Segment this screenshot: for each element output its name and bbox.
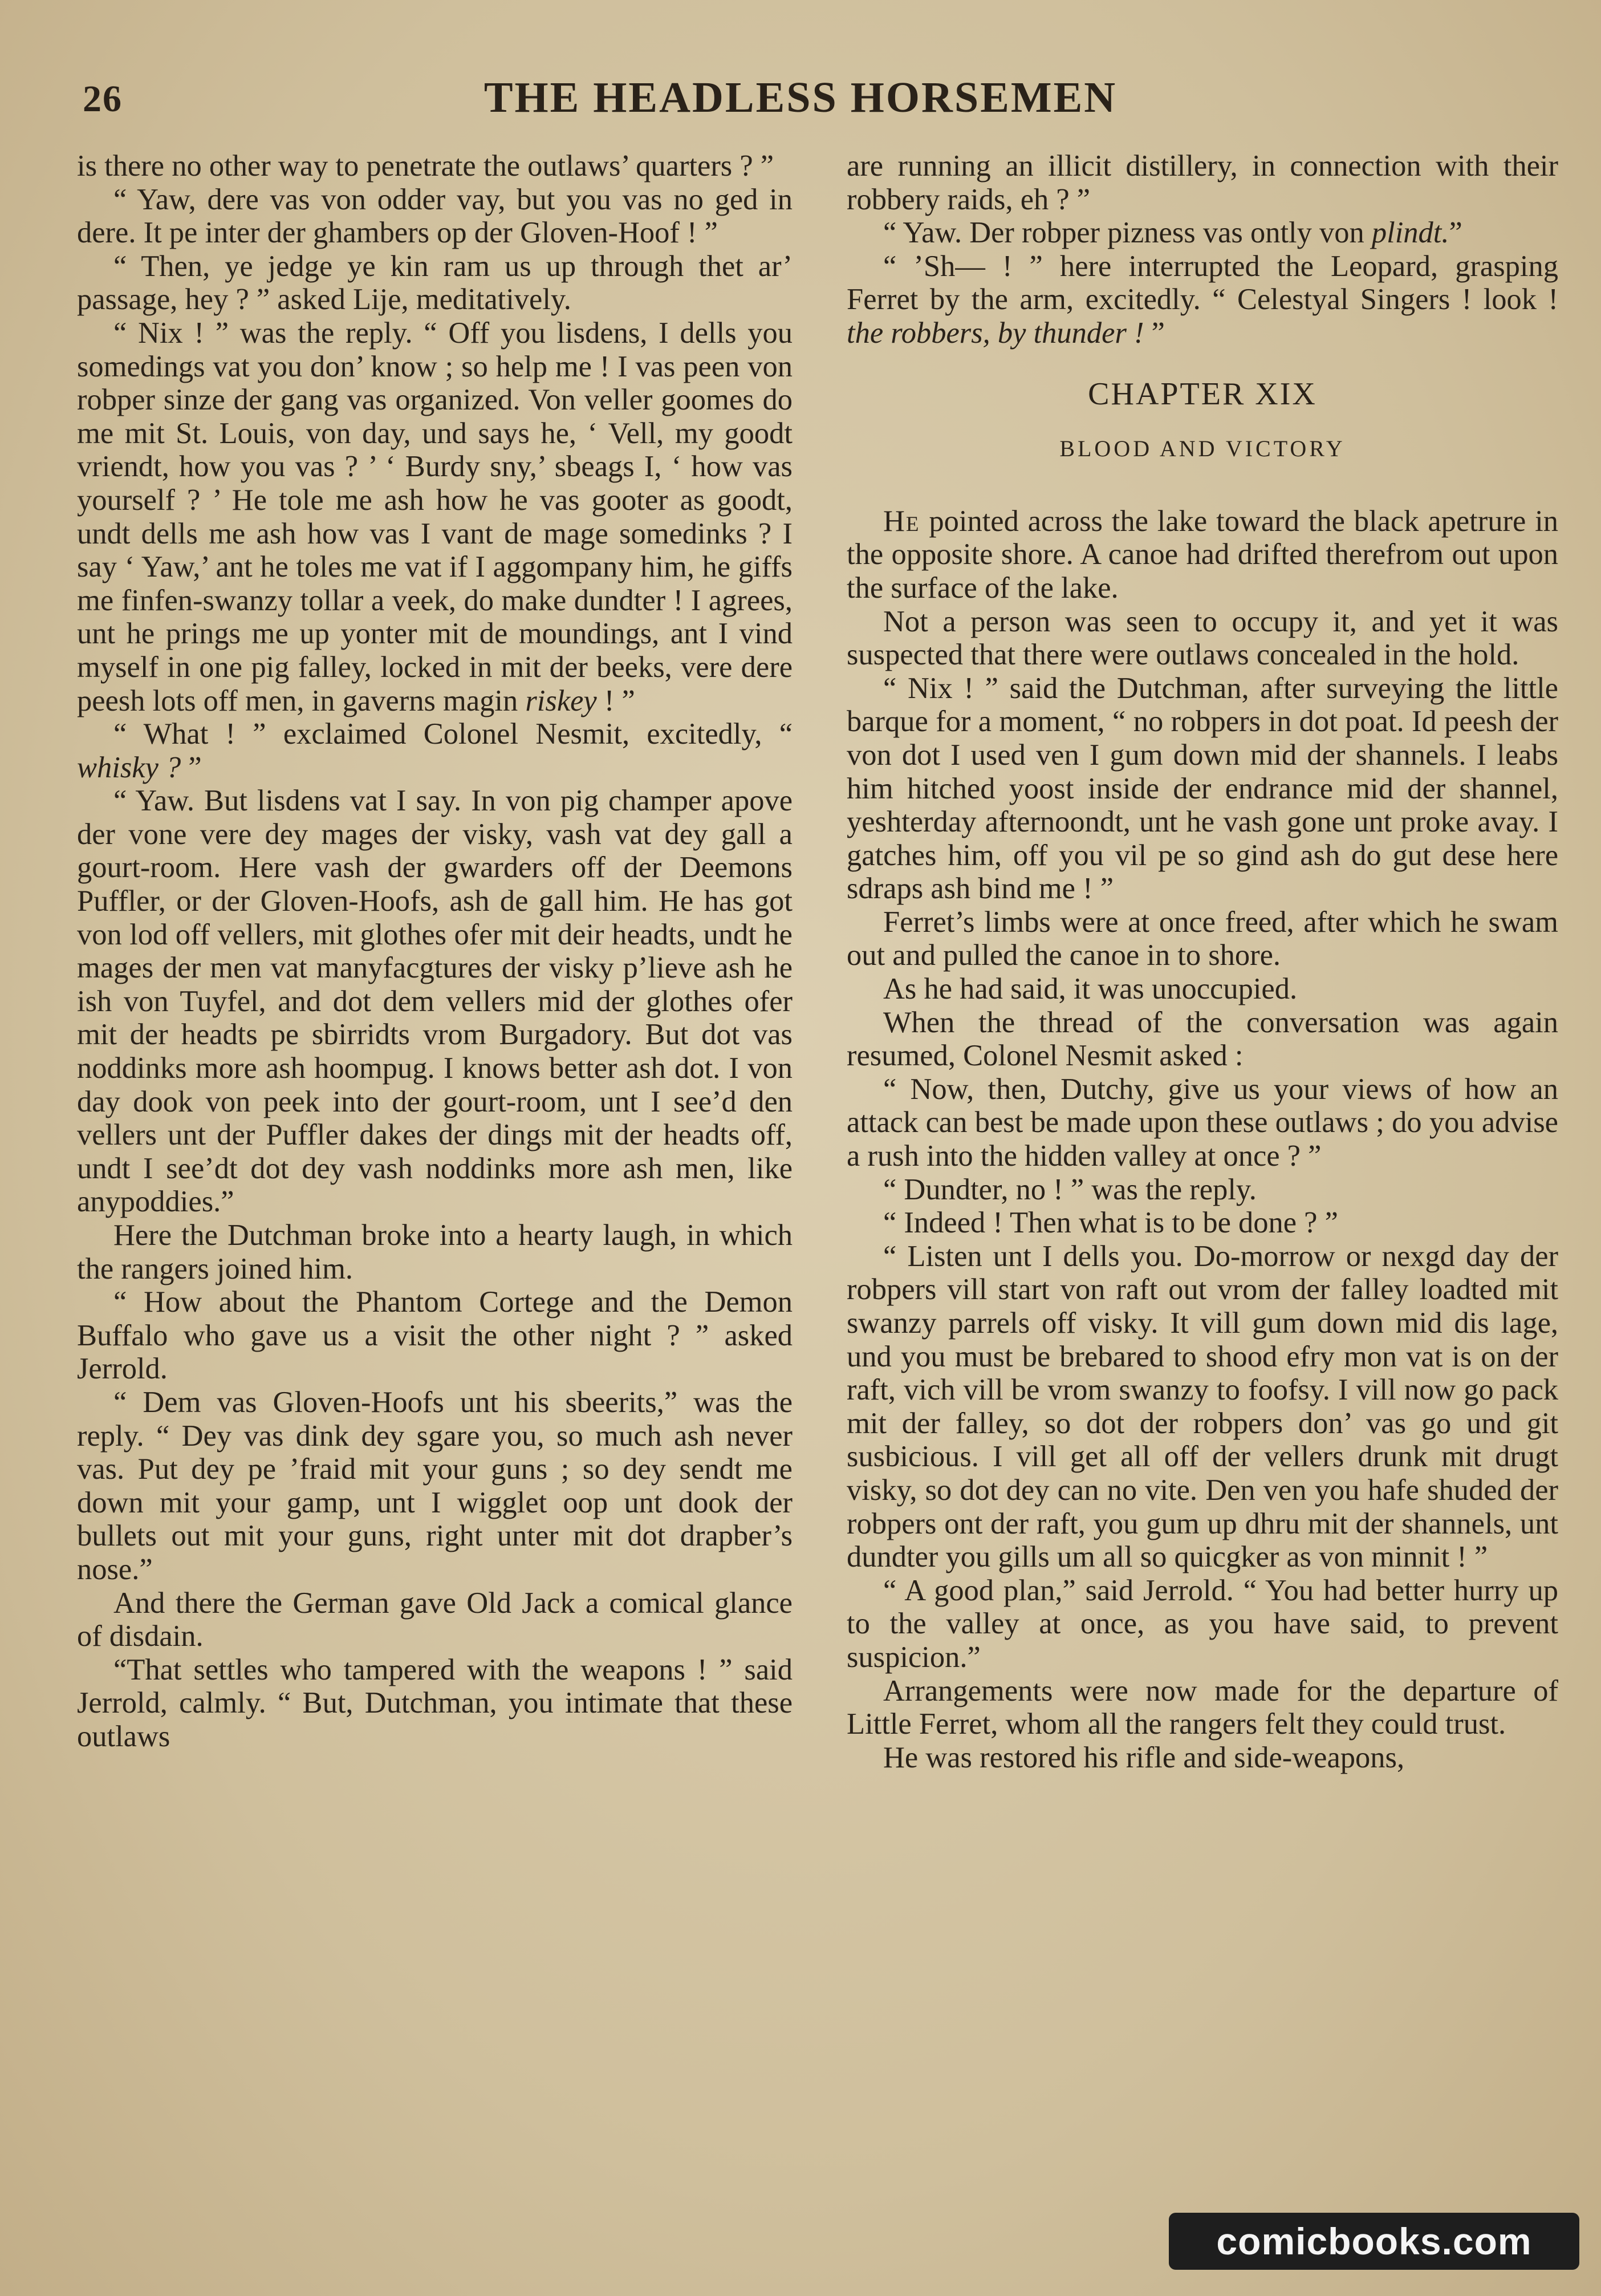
left-column <box>77 149 793 1754</box>
paragraph: “ How about the Phantom Cortege and the Demon Buffalo who gave us a visit the other night ? ” asked Jerrold. <box>77 1285 793 1386</box>
paragraph: He pointed across the lake toward the black apetrure in the opposite shore. A canoe had drifted therefrom out upon the surface of the lake. <box>847 504 1558 605</box>
paragraph: “ Listen unt I dells you. Do-morrow or nexgd day der robpers vill start von raft out vrom der falley loadted mit swanzy parrels off visky. It vill gum down mid dis lage, und you must be brebared to shood efry mon vat is on der raft, vich vill be vrom swanzy to foofsy. I vill now go pack mit der falley, so dot der robpers don’ vas go und git susbicious. I vill get all off der vellers drunk mit drugt visky, so dot dey can no vite. Den ven you hafe shuded der robpers ont der raft, you gum up dhru mit der shannels, unt dundter you gills um all so quicgker as von minnit ! ” <box>847 1239 1558 1574</box>
paragraph: And there the German gave Old Jack a comical glance of disdain. <box>77 1586 793 1653</box>
paragraph: Not a person was seen to occupy it, and yet it was suspected that there were outlaws concealed in the hold. <box>847 605 1558 672</box>
paragraph: Here the Dutchman broke into a hearty laugh, in which the rangers joined him. <box>77 1219 793 1285</box>
paragraph: “ Nix ! ” said the Dutchman, after surveying the little barque for a moment, “ no robpers in dot poat. Id peesh der von dot I used ven I gum down mid der shannels. I leabs him hitched yoost inside der endrance mid der shannel, yeshterday afternoondt, unt he vash gone unt proke avay. I gatches him, off you vil pe so gind ash do gut dese here sdraps ash bind me ! ” <box>847 671 1558 906</box>
paragraph: “ Yaw. But lisdens vat I say. In von pig champer apove der vone vere dey mages der visky, vash vat dey gall a gourt-room. Here vash der gwarders off der Deemons Puffler, or der Gloven-Hoofs, ash de gall him. He has got von lod off vellers, mit glothes ofer mit deir headts, undt he mages der men vat manyfacgtures der visky p’lieve ash he ish von Tuyfel, and dot dem vellers mid der glothes ofer mit der headts pe sbirridts vrom Burgadory. But dot vas noddinks more ash hoompug. I knows better ash dot. I von day dook von peek into der gourt-room, unt I see’d den vellers unt der Puffler dakes der dings mit der headts off, undt I see’dt dot dey vash noddinks more ash men, like anypoddies.” <box>77 784 793 1219</box>
paragraph: are running an illicit distillery, in connection with their robbery raids, eh ? ” <box>847 149 1558 216</box>
paragraph: As he had said, it was unoccupied. <box>883 972 1298 1006</box>
paragraph: “ Now, then, Dutchy, give us your views of how an attack can best be made upon these outlaws ; do you advise a rush into the hidden valley at once ? ” <box>847 1072 1558 1173</box>
right-column-top <box>847 149 1558 350</box>
paragraph: “ What ! ” exclaimed Colonel Nesmit, excitedly, “ whisky ? ” <box>77 717 793 784</box>
chapter-opening-word: He <box>883 504 920 538</box>
paragraph: “ Yaw. Der robper pizness vas ontly von plindt.” <box>883 216 1462 250</box>
paragraph: “ Nix ! ” was the reply. “ Off you lisdens, I dells you somedings vat you don’ know ; so help me ! I vas peen von robper sinze der gang vas organized. Von veller goomes do me mit St. Louis, von day, und says he, ‘ Vell, my goodt vriendt, how you vas ? ’ ‘ Burdy sny,’ sbeags I, ‘ how vas yourself ? ’ He tole me ash how he vas gooter as goodt, undt dells me ash how vas I vant de mage somedinks ? I say ‘ Yaw,’ ant he toles me vat if I aggompany him, he giffs me finfen-swanzy tollar a veek, do make dundter ! I agrees, unt he prings me up yonter mit de moundings, ant I vind myself in one pig falley, locked in mit der beeks, vere dere peesh lots off men, in gaverns magin riskey ! ” <box>77 316 793 717</box>
watermark-logo: comicbooks.com <box>1169 2213 1579 2270</box>
paragraph: Arrangements were now made for the departure of Little Ferret, whom all the rangers felt they could trust. <box>847 1674 1558 1741</box>
paragraph: He was restored his rifle and side-weapons, <box>883 1741 1405 1774</box>
paragraph: is there no other way to penetrate the outlaws’ quarters ? ” <box>77 149 774 182</box>
paragraph: “ ’Sh— ! ” here interrupted the Leopard, grasping Ferret by the arm, excitedly. “ Celestyal Singers ! look ! the robbers, by thunder ! ” <box>847 249 1558 350</box>
paragraph: “ A good plan,” said Jerrold. “ You had better hurry up to the valley at once, as you have said, to prevent suspicion.” <box>847 1573 1558 1674</box>
paragraph: “ Yaw, dere vas von odder vay, but you vas no ged in dere. It pe inter der ghambers op der Gloven-Hoof ! ” <box>77 182 793 250</box>
paragraph: “ Dundter, no ! ” was the reply. <box>883 1173 1257 1206</box>
paragraph: “ Indeed ! Then what is to be done ? ” <box>883 1206 1338 1240</box>
chapter-heading: CHAPTER XIX <box>1088 376 1317 412</box>
chapter-title: BLOOD AND VICTORY <box>1059 436 1346 462</box>
right-column-bottom <box>847 505 1558 1775</box>
paragraph: “ Dem vas Gloven-Hoofs unt his sbeerits,” was the reply. “ Dey vas dink dey sgare you, so much ash never vas. Put dey pe ’fraid mit your guns ; so dey sendt me down mit your gamp, unt I wigglet oop unt dook der bullets out mit your guns, right unter mit dot drapber’s nose.” <box>77 1385 793 1586</box>
right-column <box>847 149 1558 1774</box>
paragraph: “ Then, ye jedge ye kin ram us up through thet ar’ passage, hey ? ” asked Lije, meditatively. <box>77 249 793 317</box>
paragraph: “That settles who tampered with the weapons ! ” said Jerrold, calmly. “ But, Dutchman, you intimate that these outlaws <box>77 1653 793 1753</box>
running-head: THE HEADLESS HORSEMEN <box>483 74 1118 121</box>
paragraph: Ferret’s limbs were at once freed, after which he swam out and pulled the canoe in to shore. <box>847 905 1558 972</box>
page-number: 26 <box>83 78 123 120</box>
page-header <box>77 67 1524 130</box>
paragraph: When the thread of the conversation was again resumed, Colonel Nesmit asked : <box>847 1005 1558 1073</box>
